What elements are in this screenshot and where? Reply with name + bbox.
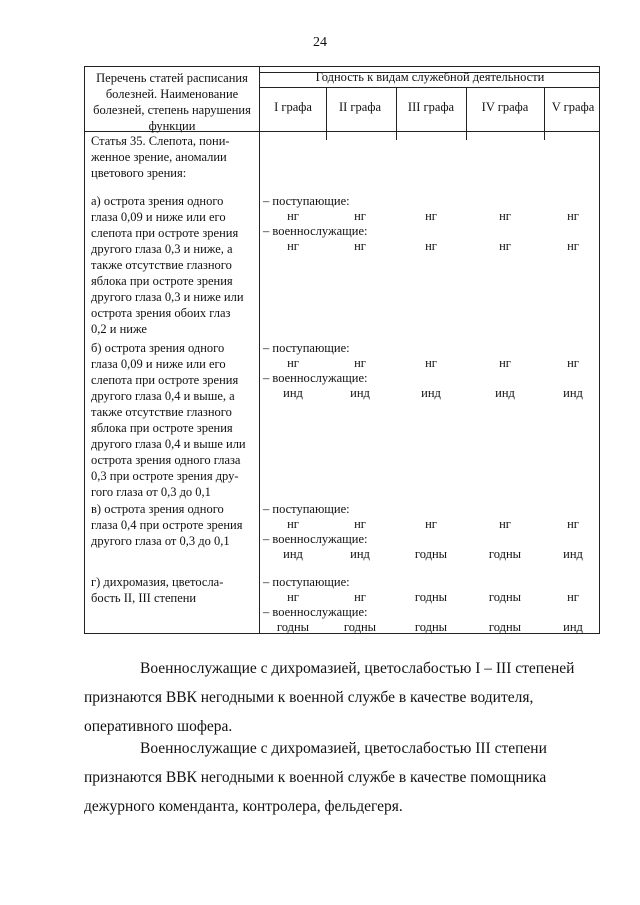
group-c-applicants-3: нг [425, 517, 437, 531]
group-b-description: б) острота зрения одного глаза 0,09 и ниже или его слепота при остроте зрения другого глаза 0,4 и выше, а также отсутствие глазного яблока при остроте зрения другого глаза 0,4 и выше или острота зрения одного глаза 0,3 при остроте зрения дру- гого глаза от 0,3 до 0,1 [91, 341, 246, 499]
group-b-servicemen-2: инд [350, 386, 370, 400]
group-a-servicemen-label: – военнослужащие: [263, 224, 368, 238]
group-c-servicemen-5: инд [563, 547, 583, 561]
header-graf-2: II графа [338, 100, 382, 114]
group-b-servicemen-5: инд [563, 386, 583, 400]
paragraph-1: Военнослужащие с дихромазией, цветослабостью I – III степеней признаются ВВК негодными к военной службе в качестве водителя, оперативного шофера. [84, 660, 575, 735]
header-graf-5: V графа [551, 100, 595, 114]
fitness-table [84, 66, 600, 634]
group-d-applicants-1: нг [287, 590, 299, 604]
group-c-servicemen-4: годны [488, 547, 522, 561]
group-b-servicemen-label: – военнослужащие: [263, 371, 368, 385]
group-d-servicemen-3: годны [414, 620, 448, 634]
article-title: Статья 35. Слепота, пони- женное зрение, аномалии цветового зрения: [91, 134, 230, 180]
group-b-applicants-3: нг [425, 356, 437, 370]
group-d-servicemen-5: инд [563, 620, 583, 634]
group-a-servicemen-5: нг [567, 239, 579, 253]
group-c-servicemen-3: годны [414, 547, 448, 561]
group-c-applicants-5: нг [567, 517, 579, 531]
group-d-applicants-label: – поступающие: [263, 575, 350, 589]
group-d-applicants-5: нг [567, 590, 579, 604]
group-a-applicants-1: нг [287, 209, 299, 223]
group-d-servicemen-4: годны [488, 620, 522, 634]
header-suitability: Годность к видам служебной деятельности [315, 70, 545, 84]
group-d-servicemen-label: – военнослужащие: [263, 605, 368, 619]
group-d-description: г) дихромазия, цветосла- бость II, III степени [91, 575, 224, 605]
group-c-servicemen-1: инд [283, 547, 303, 561]
group-d-applicants-2: нг [354, 590, 366, 604]
page-number: 24 [313, 35, 327, 50]
group-a-applicants-label: – поступающие: [263, 194, 350, 208]
group-c-description: в) острота зрения одного глаза 0,4 при остроте зрения другого глаза от 0,3 до 0,1 [91, 502, 243, 548]
group-a-servicemen-3: нг [425, 239, 437, 253]
header-graf-4: IV графа [481, 100, 529, 114]
group-c-applicants-4: нг [499, 517, 511, 531]
group-b-applicants-5: нг [567, 356, 579, 370]
group-a-applicants-2: нг [354, 209, 366, 223]
group-a-applicants-3: нг [425, 209, 437, 223]
group-a-servicemen-2: нг [354, 239, 366, 253]
group-b-applicants-4: нг [499, 356, 511, 370]
group-c-applicants-1: нг [287, 517, 299, 531]
group-b-applicants-1: нг [287, 356, 299, 370]
group-a-servicemen-4: нг [499, 239, 511, 253]
group-d-applicants-3: годны [414, 590, 448, 604]
group-c-applicants-label: – поступающие: [263, 502, 350, 516]
group-a-applicants-5: нг [567, 209, 579, 223]
group-a-servicemen-1: нг [287, 239, 299, 253]
group-c-applicants-2: нг [354, 517, 366, 531]
paragraph-2: Военнослужащие с дихромазией, цветослабостью III степени признаются ВВК негодными к военной службе в качестве помощника дежурного коменданта, контролера, фельдегеря. [84, 740, 547, 815]
group-a-applicants-4: нг [499, 209, 511, 223]
header-col1: Перечень статей расписания болезней. Наименование болезней, степень нарушения функции [93, 71, 251, 133]
group-d-servicemen-1: годны [276, 620, 310, 634]
group-c-servicemen-label: – военнослужащие: [263, 532, 368, 546]
group-b-servicemen-1: инд [283, 386, 303, 400]
group-c-servicemen-2: инд [350, 547, 370, 561]
header-graf-1: I графа [274, 100, 312, 114]
group-b-servicemen-3: инд [421, 386, 441, 400]
group-d-applicants-4: годны [488, 590, 522, 604]
group-d-servicemen-2: годны [343, 620, 377, 634]
header-graf-3: III графа [407, 100, 455, 114]
group-b-applicants-2: нг [354, 356, 366, 370]
group-b-servicemen-4: инд [495, 386, 515, 400]
group-a-description: а) острота зрения одного глаза 0,09 и ниже или его слепота при остроте зрения другого глаза 0,3 и ниже, а также отсутствие глазного яблока при остроте зрения другого глаза 0,3 и ниже или острота зрения обоих глаз 0,2 и ниже [91, 194, 244, 336]
group-b-applicants-label: – поступающие: [263, 341, 350, 355]
